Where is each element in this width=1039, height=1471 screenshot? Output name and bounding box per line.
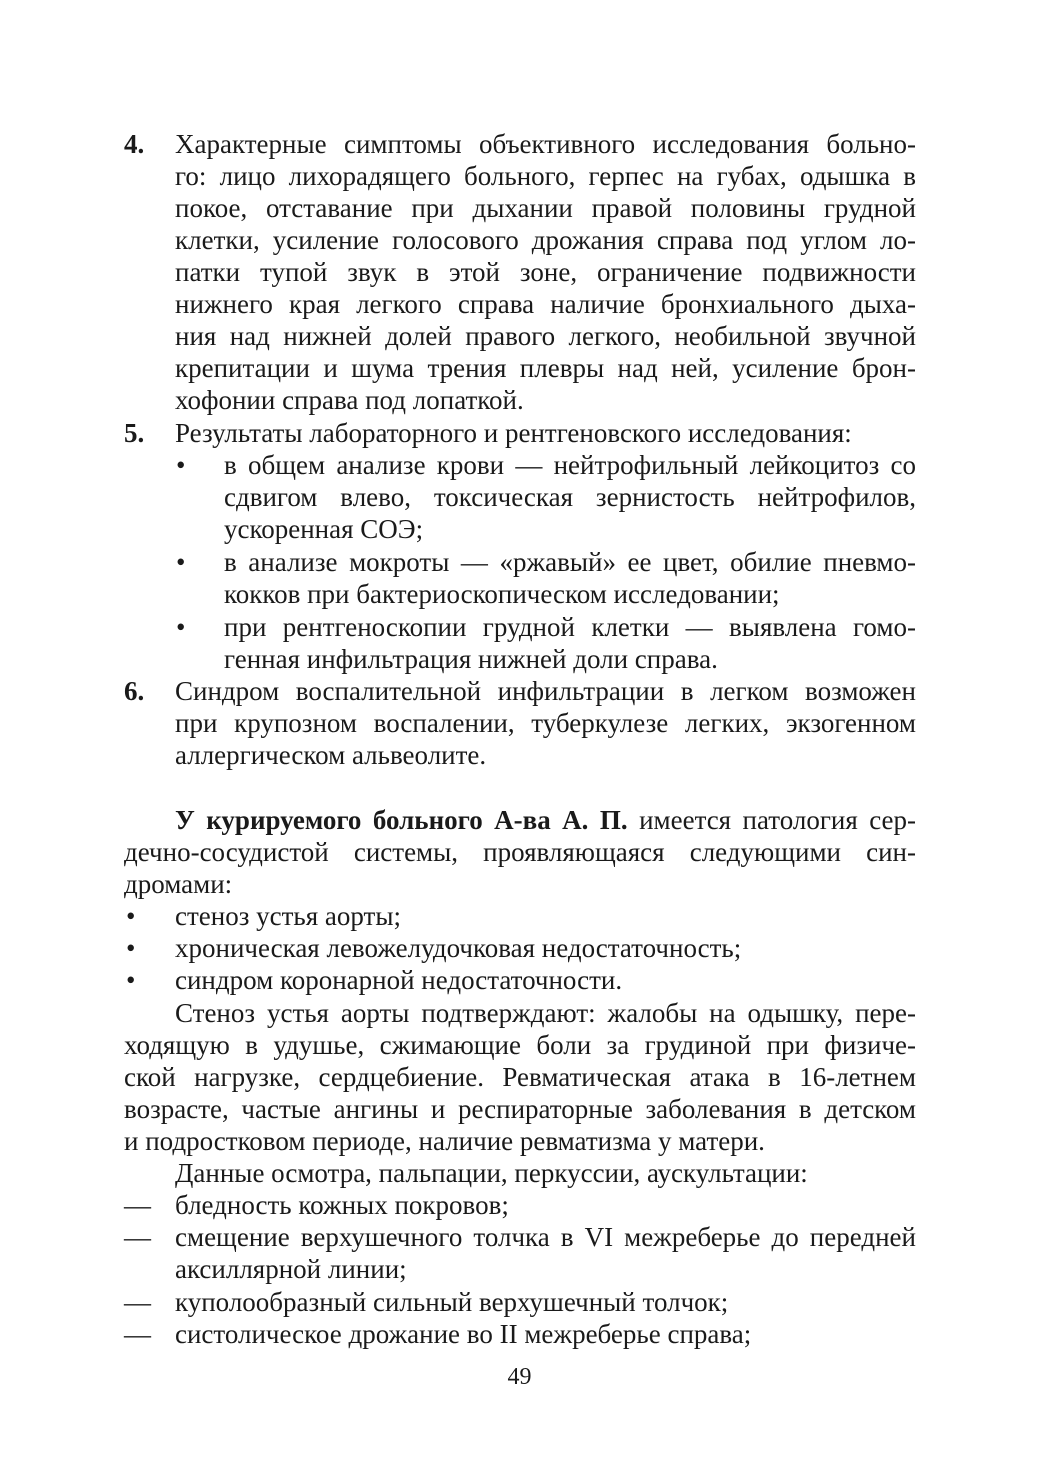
item6-line-3: аллергическом альвеолите. — [175, 740, 487, 770]
dash-icon: — — [124, 1222, 151, 1252]
dash-icon: — — [124, 1319, 151, 1349]
item5-bullet3-line-1: при рентгеноскопии грудной клетки — выявлена гомо- — [224, 612, 916, 642]
item4-line-8: крепитации и шума трения плевры над ней, усиление брон- — [175, 353, 916, 383]
item4-line-2: го: лицо лихорадящего больного, герпес на губах, одышка в — [175, 161, 916, 191]
exam-item-2-line-2: аксиллярной линии; — [175, 1254, 407, 1284]
item5-bullet2-line-2: кокков при бактериоскопическом исследовании; — [224, 579, 780, 609]
item5-bullet2-line-1: в анализе мокроты — «ржавый» ее цвет, обилие пневмо- — [224, 547, 916, 577]
item6-line-2: при крупозном воспалении, туберкулезе легких, экзогенном — [175, 708, 916, 738]
patient-bold-lead: У курируемого больного А-ва А. П. — [175, 805, 628, 835]
syndrome-item: хроническая левожелудочковая недостаточность; — [175, 933, 742, 963]
bullet-icon: • — [176, 450, 186, 480]
bullet-icon: • — [176, 547, 186, 577]
dash-icon: — — [124, 1190, 151, 1220]
item5-bullet1-line-1: в общем анализе крови — нейтрофильный лейкоцитоз со — [224, 450, 916, 480]
stenosis-line-3: ской нагрузке, сердцебиение. Ревматическая атака в 16-летнем — [124, 1062, 916, 1092]
item4-line-1: Характерные симптомы объективного исследования больно- — [175, 129, 916, 159]
page-number: 49 — [507, 1364, 532, 1390]
item4-line-3: покое, отставание при дыхании правой половины грудной — [175, 193, 916, 223]
syndrome-item: стеноз устья аорты; — [175, 901, 401, 931]
item4-line-4: клетки, усиление голосового дрожания справа под углом ло- — [175, 225, 916, 255]
exam-item-4-line-1: систолическое дрожание во II межреберье справа; — [175, 1319, 752, 1349]
list-number-4: 4. — [124, 129, 145, 159]
exam-item-1-line-1: бледность кожных покровов; — [175, 1190, 509, 1220]
patient-paragraph-line-1 — [175, 804, 916, 836]
patient-paragraph-line-2: дечно-сосудистой системы, проявляющаяся следующими син- — [124, 837, 916, 867]
exam-item-3-line-1: куполообразный сильный верхушечный толчок; — [175, 1287, 729, 1317]
item4-line-6: нижнего края легкого справа наличие бронхиального дыха- — [175, 289, 916, 319]
bullet-icon: • — [126, 933, 136, 963]
patient-paragraph-line-3: дромами: — [124, 869, 233, 899]
syndrome-item: синдром коронарной недостаточности. — [175, 965, 623, 995]
item4-line-5: патки тупой звук в этой зоне, ограничение подвижности — [175, 257, 916, 287]
dash-icon: — — [124, 1287, 151, 1317]
item5-line-1: Результаты лабораторного и рентгеновского исследования: — [175, 418, 852, 448]
exam-intro: Данные осмотра, пальпации, перкуссии, аускультации: — [175, 1158, 808, 1188]
item5-bullet3-line-2: генная инфильтрация нижней доли справа. — [224, 644, 718, 674]
item5-bullet1-line-2: сдвигом влево, токсическая зернистость нейтрофилов, — [224, 482, 916, 512]
item5-bullet1-line-3: ускоренная СОЭ; — [224, 514, 424, 544]
patient-line1-rest: имеется патология сер- — [627, 805, 916, 835]
bullet-icon: • — [126, 901, 136, 931]
stenosis-line-5: и подростковом периоде, наличие ревматизма у матери. — [124, 1126, 765, 1156]
bullet-icon: • — [176, 612, 186, 642]
list-number-6: 6. — [124, 676, 145, 706]
list-number-5: 5. — [124, 418, 145, 448]
exam-item-2-line-1: смещение верхушечного толчка в VI межреберье до передней — [175, 1222, 916, 1252]
item6-line-1: Синдром воспалительной инфильтрации в легком возможен — [175, 676, 916, 706]
item4-line-7: ния над нижней долей правого легкого, необильной звучной — [175, 321, 916, 351]
item4-line-9: хофонии справа под лопаткой. — [175, 385, 524, 415]
bullet-icon: • — [126, 965, 136, 995]
stenosis-line-4: возрасте, частые ангины и респираторные заболевания в детском — [124, 1094, 916, 1124]
stenosis-line-1: Стеноз устья аорты подтверждают: жалобы на одышку, пере- — [175, 998, 916, 1028]
stenosis-line-2: ходящую в удушье, сжимающие боли за грудиной при физиче- — [124, 1030, 916, 1060]
